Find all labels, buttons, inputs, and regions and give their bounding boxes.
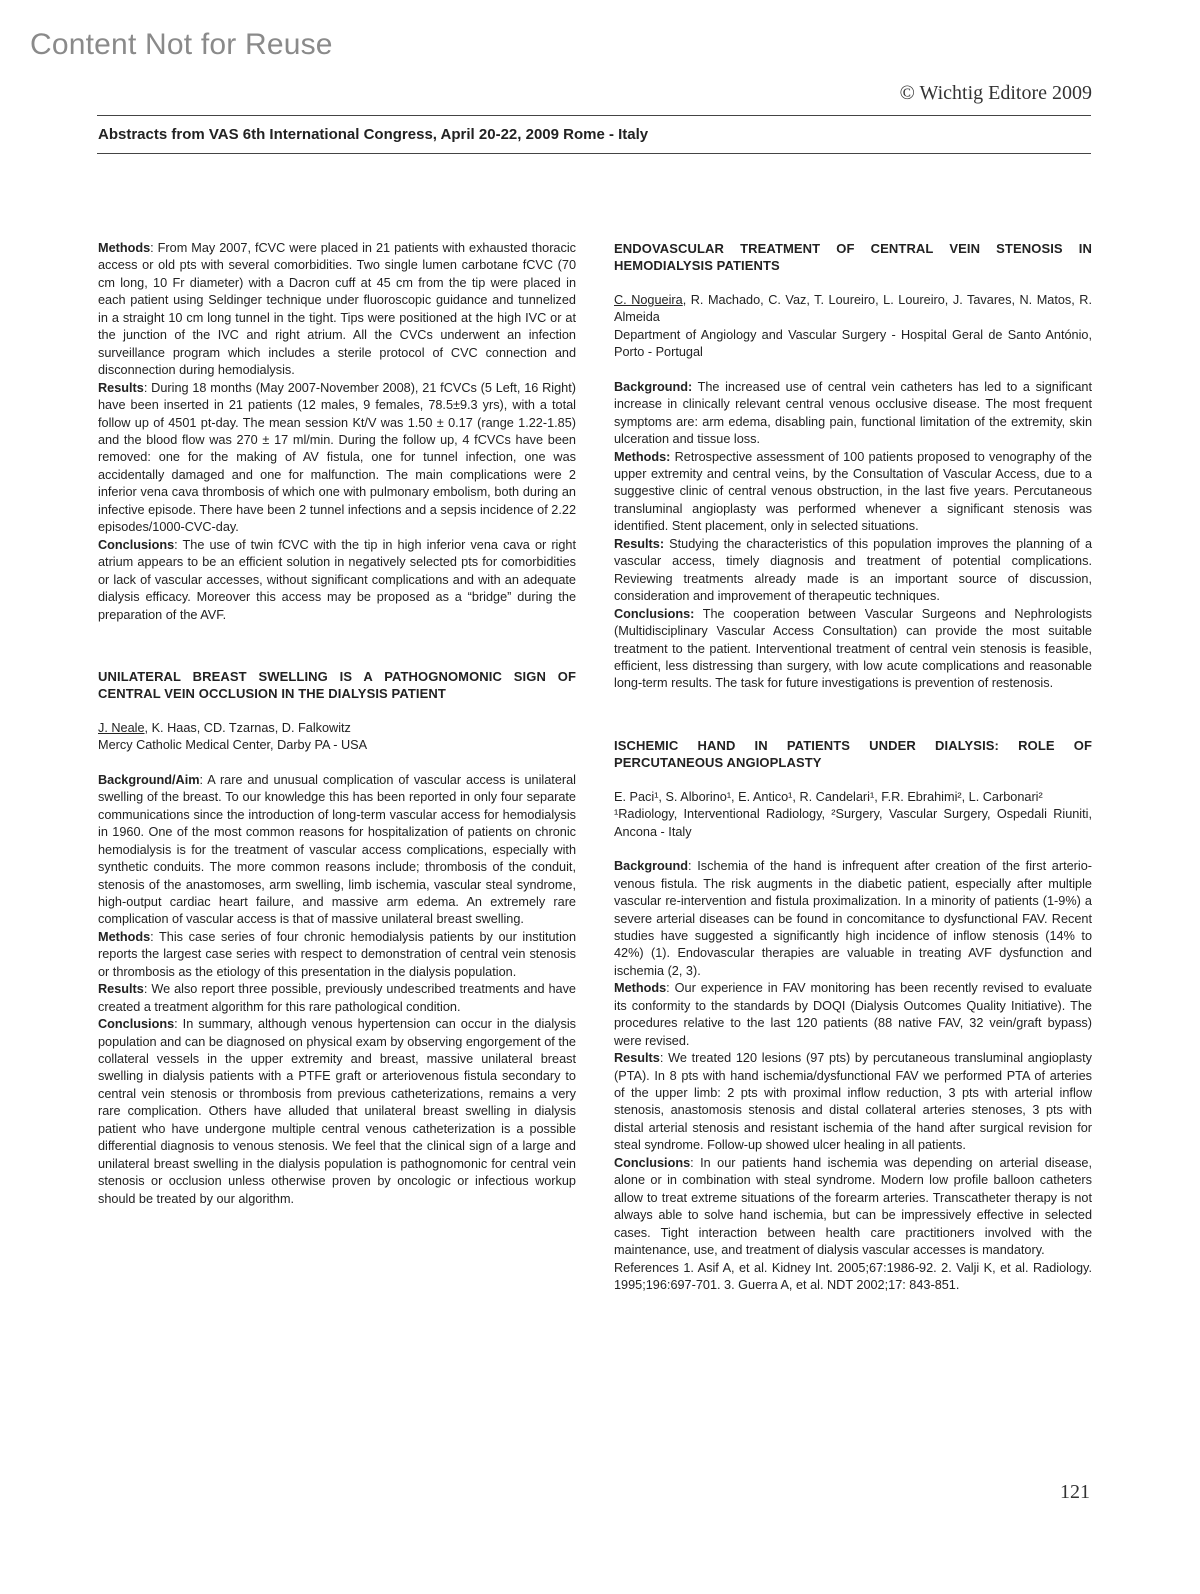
copyright: © Wichtig Editore 2009 [899,82,1092,104]
methods-text: Retrospective assessment of 100 patients proposed to venography of the upper extremity and central veins, by the Consultation of Vascular Access, due to a suggestive clinic of central venous obstruction, in the last five years. Percutaneous transluminal angioplasty was performed whenever a significant stenosis was identified. Stent placement, only in selected situations. [614,449,1092,534]
background-text: The increased use of central vein catheters has led to a significant increase in clinically relevant central venous occlusive disease. The most frequent symptoms are: arm edema, disabling pain, functional limitation of the extremity, skin ulceration and tissue loss. [614,379,1092,447]
watermark: Content Not for Reuse [30,28,333,61]
abstract-title: UNILATERAL BREAST SWELLING IS A PATHOGNOMONIC SIGN OF CENTRAL VEIN OCCLUSION IN THE DIALYSIS PATIENT [98,668,576,702]
conclusions-text: : In summary, although venous hypertension can occur in the dialysis population and can be diagnosed on physical exam by observing engorgement of the collateral vessels in the upper extremity and breast, massive unilateral breast swelling in dialysis patients with a PTFE graft or arteriovenous fistula secondary to central vein stenosis or thrombosis from previous catheterizations, remains a very rare complication. Others have alluded that unilateral breast swelling in dialysis patient who have undergone multiple central venous catheterization is a possible differential diagnosis to venous stenosis. We feel that the clinical sign of a large and unilateral breast swelling in the dialysis population is pathognomonic for central vein stenosis or occlusion unless otherwise proven by oncologic or infectious workup should be treated by our algorithm. [98,1017,576,1206]
abstract-fcvc [98,240,576,624]
co-authors: , K. Haas, CD. Tzarnas, D. Falkowitz [144,720,351,735]
presenting-author: J. Neale [98,720,145,735]
header-rule-bottom [97,153,1091,154]
methods-paragraph [614,449,1092,536]
methods-text: : From May 2007, fCVC were placed in 21 patients with exhausted thoracic access or old pts with several comorbidities. Two single lumen carbotane fCVC (70 cm long, 10 Fr diameter) with a Dacron cuff at 45 cm from the tip were placed in each patient using Seldinger technique under fluoroscopic guidance and tunnelized in a straight 10 cm long tunnel in the tight. Tips were positioned at the high IVC or at the junction of the IVC and right atrium. All the CVCs underwent an infection surveillance program which includes a sterile protocol of CVC connection and disconnection during hemodialysis. [98,241,576,378]
results-paragraph [614,1050,1092,1155]
results-text: : We treated 120 lesions (97 pts) by percutaneous transluminal angioplasty (PTA). In 8 pts with hand ischemia/dysfunctional FAV we performed PTA of arteries of the upper limb: 2 pts with proximal inflow reduction, 3 pts with arterial inflow stenosis, anastomosis stenosis and distal collateral arteries stenoses, 3 pts with distal arterial stenosis and resistant ischemia of the hand after surgical revision for steal syndrome. Follow-up showed ulcer healing in all patients. [614,1051,1092,1153]
results-label: Results [98,380,144,395]
conclusions-label: Conclusions [614,1155,691,1170]
abstract-title: ENDOVASCULAR TREATMENT OF CENTRAL VEIN STENOSIS IN HEMODIALYSIS PATIENTS [614,241,1092,274]
affiliation: ¹Radiology, Interventional Radiology, ²Surgery, Vascular Surgery, Ospedali Riuniti, Ancona - Italy [614,807,1092,839]
methods-paragraph [614,980,1092,1050]
methods-label: Methods [98,929,151,944]
methods-label: Methods: [614,449,671,464]
results-label: Results [98,982,144,997]
methods-paragraph [98,929,576,981]
background-paragraph [614,858,1092,980]
background-text: : A rare and unusual complication of vascular access is unilateral swelling of the breast. To our knowledge this has been reported in only four separate communications since the introduction of long-term vascular access for hemodialysis in 1960. One of the most common reasons for hospitalization of patients on chronic hemodialysis is for the treatment of vascular access complications, especially with synthetic conduits. The more common reasons include; thrombosis of the conduit, stenosis of the anastomoses, arm swelling, limb ischemia, vascular steal syndrome, high-output cardiac heart failure, and massive arm edema. An extremely rare complication of vascular access is that of massive unilateral breast swelling. [98,772,576,927]
results-label: Results: [614,536,665,551]
journal-header: Abstracts from VAS 6th International Congress, April 20-22, 2009 Rome - Italy [98,126,649,143]
authors: E. Paci¹, S. Alborino¹, E. Antico¹, R. Candelari¹, F.R. Ebrahimi², L. Carbonari² [614,789,1043,804]
abstract-title: ISCHEMIC HAND IN PATIENTS UNDER DIALYSIS: ROLE OF PERCUTANEOUS ANGIOPLASTY [614,737,1092,771]
conclusions-label: Conclusions [98,537,175,552]
background-label: Background: [614,379,693,394]
conclusions-paragraph [614,606,1092,693]
affiliation: Mercy Catholic Medical Center, Darby PA - USA [98,738,368,753]
conclusions-label: Conclusions: [614,606,695,621]
background-text: : Ischemia of the hand is infrequent after creation of the first arterio-venous fistula. The risk augments in the diabetic patient, especially after multiple vascular re-intervention and fistula proximalization. In a minority of patients (1-9%) a severe arterial diseases can be found in concomitance to dysfunctional FAV. Recent studies have suggested a significantly high incidence of inflow stenosis (14% to 42%) (1). Endovascular therapies are valuable in treating AVF dysfunction and ischemia (2, 3). [614,859,1092,978]
presenting-author: C. Nogueira [614,292,683,307]
header-rule-top [97,115,1091,116]
methods-label: Methods [614,981,667,996]
methods-label: Methods [98,241,151,255]
affiliation: Department of Angiology and Vascular Surgery - Hospital Geral de Santo António, Porto - Portugal [614,327,1092,360]
abstract-central-vein-stenosis [614,240,1092,693]
conclusions-paragraph [98,537,576,624]
results-paragraph [98,981,576,1016]
authors [614,292,1092,327]
conclusions-text: The cooperation between Vascular Surgeons and Nephrologists (Multidisciplinary Vascular Access Consultation) can provide the most suitable treatment to the patient. Interventional treatment of central vein stenosis is feasible, efficient, less distressing than surgery, with low acute complications and reasonable long-term results. The task for future investigations is prevention of restenosis. [614,606,1092,691]
results-text: : During 18 months (May 2007-November 2008), 21 fCVCs (5 Left, 16 Right) have been inserted in 21 patients (12 males, 9 females, 78.5±9.3 yrs), with a total follow up of 4501 pt-day. The mean session Kt/V was 1.50 ± 0.17 (range 1.22-1.85) and the blood flow was 270 ± 17 ml/min. During the follow up, 4 fCVCs have been removed: one for the making of AV fistula, one for tunnel infection, one was accidentally damaged and one for malfunction. The main complications were 2 inferior vena cava thrombosis of which one with pulmonary embolism, both during an infective episode. There have been 2 tunnel infections and a sepsis incidence of 2.22 episodes/1000-CVC-day. [98,380,576,535]
right-column [614,240,1092,1294]
references: References 1. Asif A, et al. Kidney Int. 2005;67:1986-92. 2. Valji K, et al. Radiology. 1995;196:697-701. 3. Guerra A, et al. NDT 2002;17: 843-851. [614,1260,1092,1293]
authors [98,720,576,737]
conclusions-label: Conclusions [98,1017,175,1032]
conclusions-text: : In our patients hand ischemia was depending on arterial disease, alone or in combination with steal syndrome. Modern low profile balloon catheters allow to treat extreme situations of the forearm arteries. Transcatheter therapy is not always able to solve hand ischemia, but can be impressively effective in selected cases. Tight interaction between health care practitioners involved with the maintenance, use, and treatment of dialysis vascular accesses is mandatory. [614,1155,1092,1258]
abstract-breast-swelling [98,668,576,1208]
left-column [98,240,576,1208]
conclusions-paragraph [614,1155,1092,1260]
methods-text: : Our experience in FAV monitoring has been recently revised to evaluate its conformity to the standards by DOQI (Dialysis Outcomes Quality Initiative). The procedures relative to the last 120 patients (88 native FAV, 32 vein/graft bypass) were revised. [614,981,1092,1048]
results-paragraph [614,536,1092,606]
conclusions-paragraph [98,1016,576,1208]
background-label: Background/Aim [98,772,200,787]
background-label: Background [614,859,689,874]
methods-text: : This case series of four chronic hemodialysis patients by our institution reports the largest case series with respect to demonstration of central vein stenosis or thrombosis as the etiology of this presentation in the dialysis population. [98,929,576,979]
abstract-ischemic-hand [614,737,1092,1295]
results-label: Results [614,1051,660,1066]
conclusions-text: : The use of twin fCVC with the tip in high inferior vena cava or right atrium appears to be an efficient solution in negatively selected pts for comorbidities or lack of vascular accesses, without significant complications and with an adequate dialysis efficacy. Moreover this access may be proposed as a “bridge” during the preparation of the AVF. [98,537,576,622]
methods-paragraph [98,240,576,380]
results-paragraph [98,380,576,537]
background-paragraph [614,379,1092,449]
co-authors: , R. Machado, C. Vaz, T. Loureiro, L. Loureiro, J. Tavares, N. Matos, R. Almeida [614,292,1092,325]
page-number: 121 [1060,1481,1090,1503]
background-paragraph [98,772,576,929]
results-text: : We also report three possible, previously undescribed treatments and have created a treatment algorithm for this rare pathological condition. [98,982,576,1014]
results-text: Studying the characteristics of this population improves the planning of a vascular access, timely diagnosis and treatment of potential complications. Reviewing treatments already made is an important source of discussion, consideration and improvement of therapeutic techniques. [614,536,1092,604]
